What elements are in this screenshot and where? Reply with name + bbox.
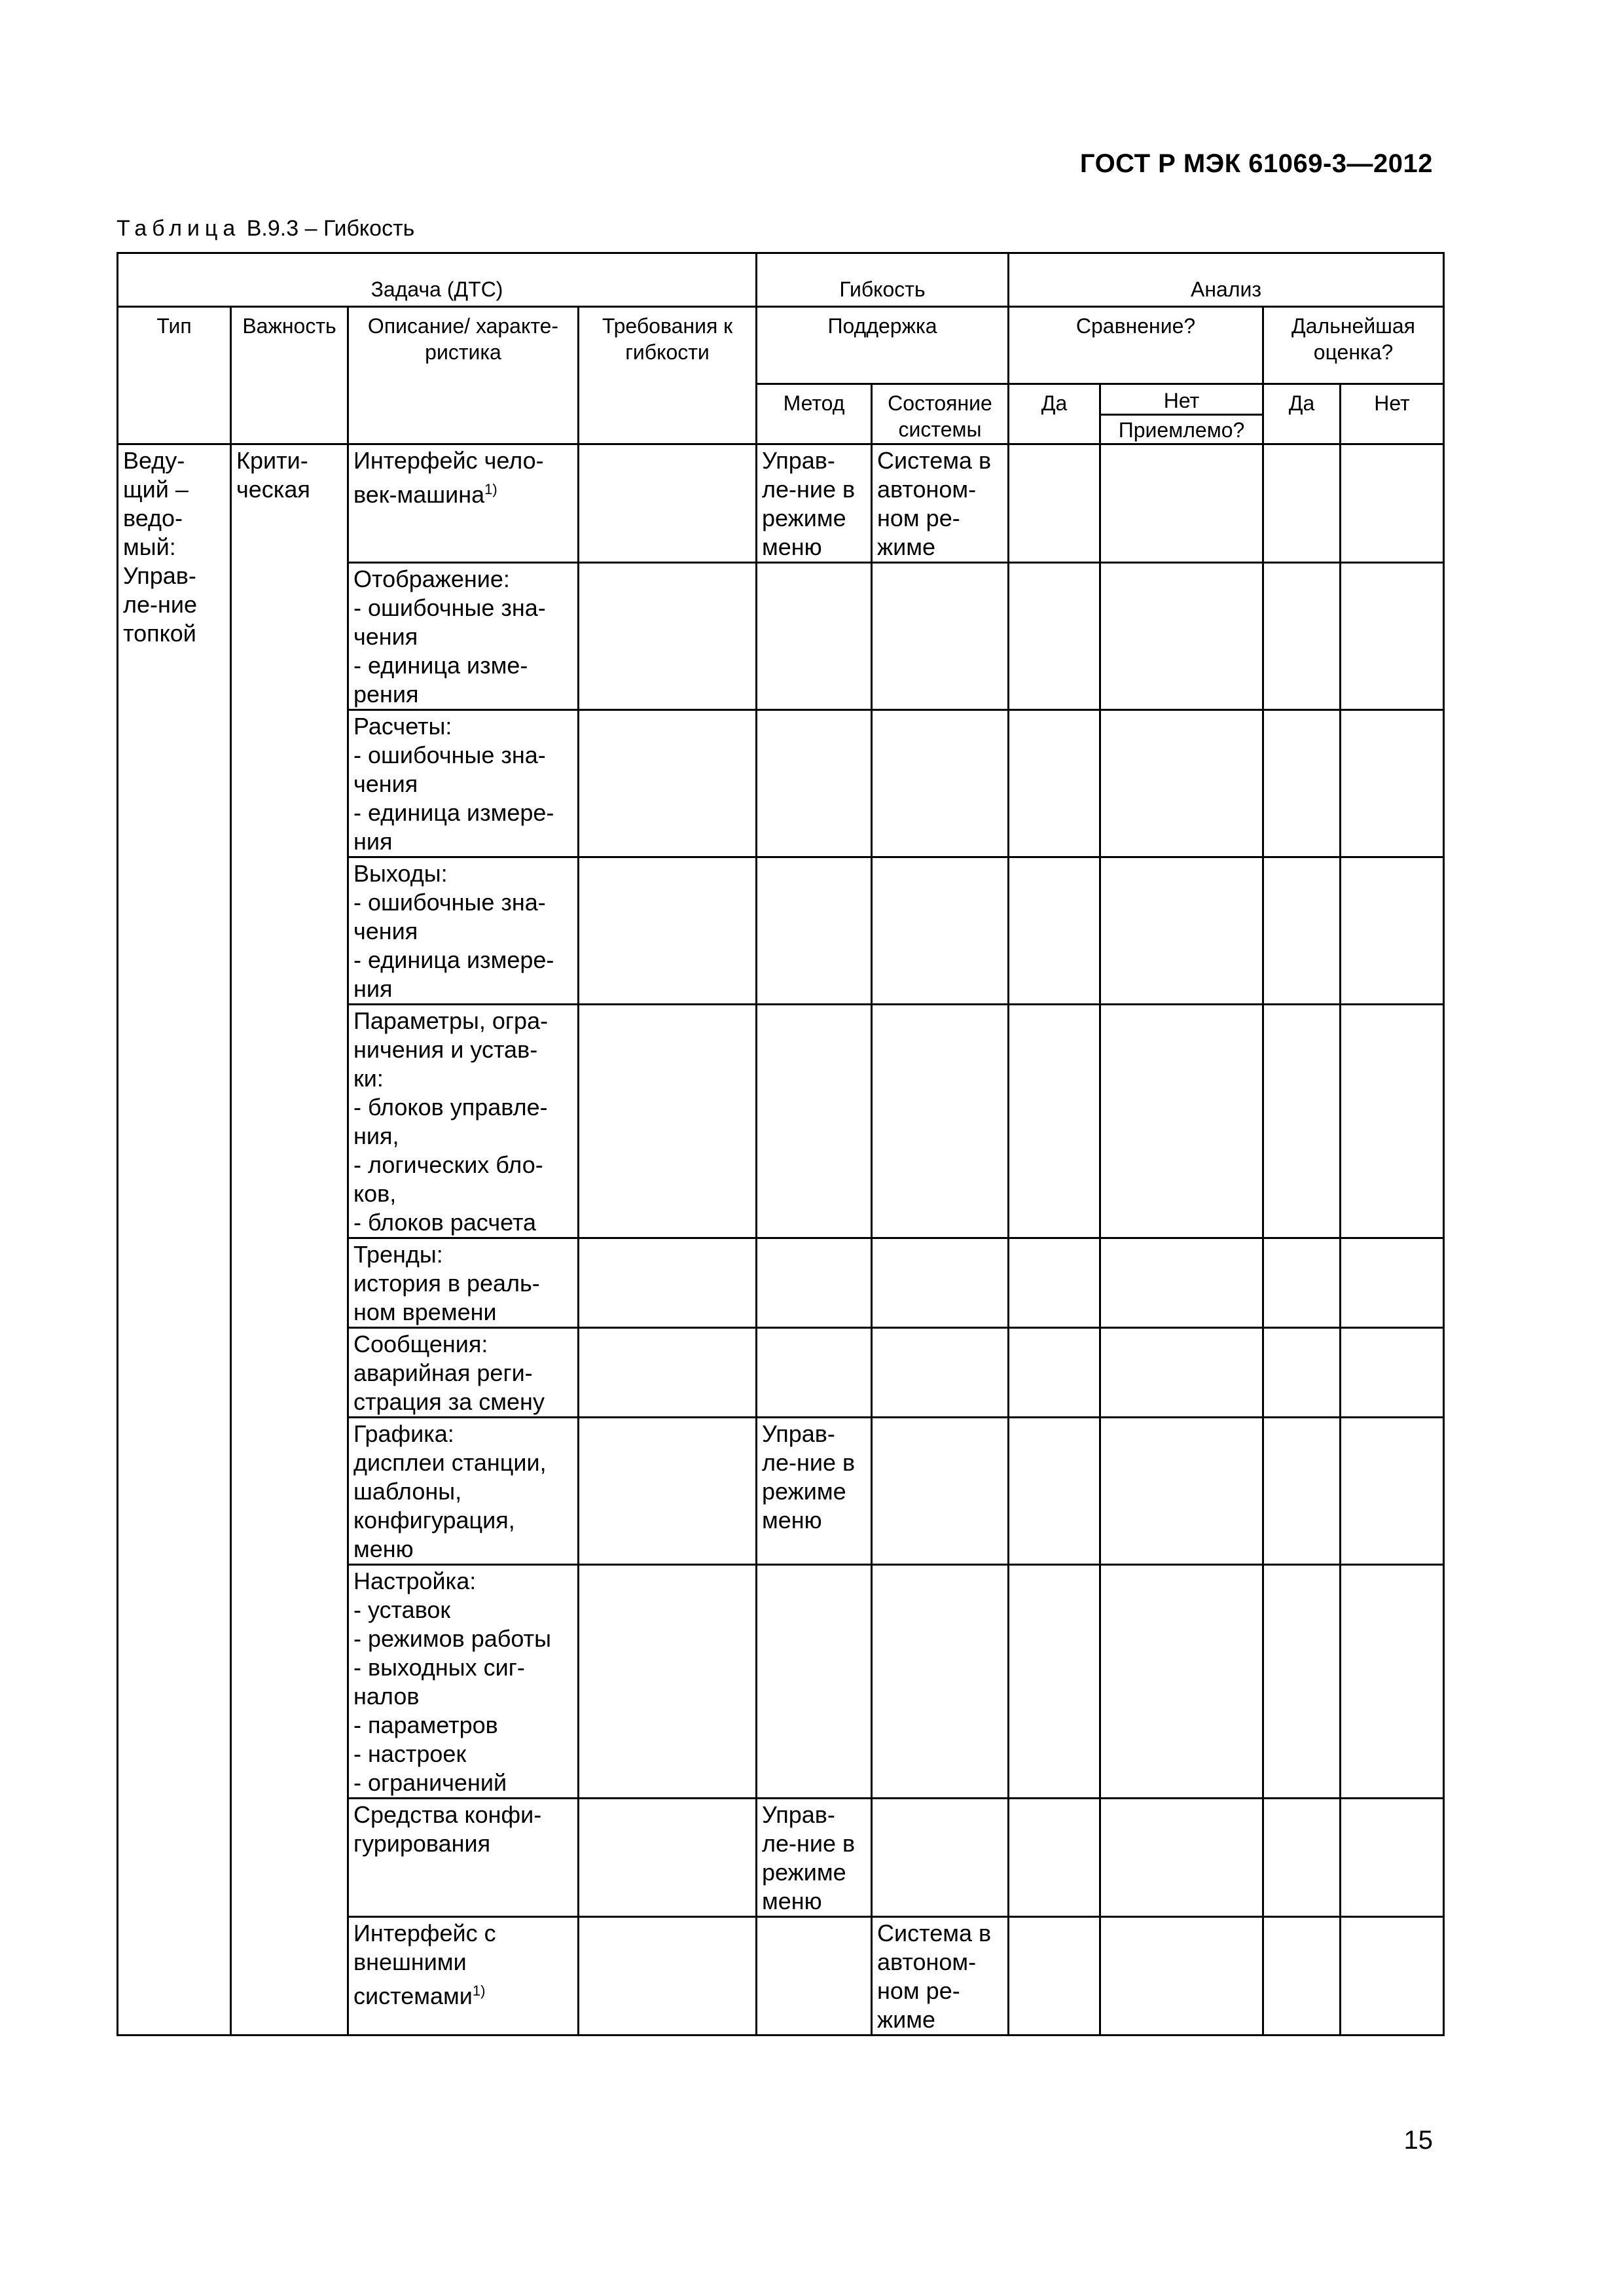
further-no-cell: [1341, 444, 1444, 563]
no-cell: [1100, 1917, 1263, 2036]
further-no-cell: [1341, 857, 1444, 1005]
flexibility-table: [117, 252, 1445, 2036]
no-cell: [1100, 563, 1263, 710]
further-yes-cell: [1263, 1917, 1341, 2036]
col-header-requirements: Требования к гибкости: [579, 307, 757, 444]
yes-cell: [1009, 444, 1100, 563]
col-header-system-state: Состояние системы: [872, 384, 1009, 444]
requirements-cell: [579, 563, 757, 710]
method-cell: [757, 563, 872, 710]
group-header-flexibility: [757, 253, 1009, 307]
no-cell: [1100, 1418, 1263, 1565]
no-cell: [1100, 1238, 1263, 1328]
col-header-support: Поддержка: [757, 307, 1009, 384]
further-yes-cell: [1263, 1565, 1341, 1799]
system-state-cell: Система в автоном- ном ре- жиме: [872, 1917, 1009, 2036]
description-cell: [348, 1917, 579, 2036]
method-cell: Управ- ле-ние в режиме меню: [757, 1418, 872, 1565]
page-number: 15: [1403, 2126, 1433, 2155]
no-cell: [1100, 710, 1263, 857]
yes-cell: [1009, 1917, 1100, 2036]
description-text: Выходы: - ошибочные зна- чения - единица измере- ния: [353, 860, 554, 1002]
yes-cell: [1009, 710, 1100, 857]
description-cell: [348, 1565, 579, 1799]
further-yes-cell: [1263, 563, 1341, 710]
col-header-description: Описание/ характе- ристика: [348, 307, 579, 444]
group-header-analysis: [1009, 253, 1444, 307]
col-header-further: Дальнейшая оценка?: [1263, 307, 1444, 384]
requirements-cell: [579, 1238, 757, 1328]
document-code: ГОСТ Р МЭК 61069-3—2012: [1079, 149, 1433, 178]
col-header-further-yes: Да: [1263, 384, 1341, 444]
no-cell: [1100, 1799, 1263, 1917]
description-cell: [348, 1238, 579, 1328]
system-state-cell: [872, 1418, 1009, 1565]
description-cell: [348, 1418, 579, 1565]
system-state-cell: [872, 563, 1009, 710]
description-cell: [348, 857, 579, 1005]
yes-cell: [1009, 563, 1100, 710]
further-yes-cell: [1263, 1418, 1341, 1565]
col-header-no: Нет: [1100, 384, 1263, 415]
requirements-cell: [579, 1418, 757, 1565]
description-cell: [348, 1005, 579, 1238]
description-text: Средства конфи- гурирования: [353, 1801, 542, 1857]
type-cell: Веду- щий – ведо- мый: Управ- ле-ние топкой: [118, 444, 231, 2036]
description-cell: [348, 444, 579, 563]
description-text: Интерфейс чело- век-машина: [353, 447, 544, 508]
further-no-cell: [1341, 563, 1444, 710]
further-no-cell: [1341, 1005, 1444, 1238]
system-state-cell: [872, 857, 1009, 1005]
requirements-cell: [579, 1005, 757, 1238]
system-state-cell: [872, 710, 1009, 857]
further-no-cell: [1341, 1565, 1444, 1799]
method-cell: [757, 1238, 872, 1328]
further-no-cell: [1341, 1238, 1444, 1328]
yes-cell: [1009, 1328, 1100, 1418]
method-cell: [757, 857, 872, 1005]
table-row: [118, 444, 1444, 563]
col-header-comparison: Сравнение?: [1009, 307, 1263, 384]
description-text: Графика: дисплеи станции, шаблоны, конфигурация, меню: [353, 1420, 547, 1562]
requirements-cell: [579, 857, 757, 1005]
description-text: Настройка: - уставок - режимов работы - выходных сиг- налов - параметров - настроек - ограничений: [353, 1568, 551, 1796]
further-yes-cell: [1263, 1005, 1341, 1238]
no-cell: [1100, 1328, 1263, 1418]
further-yes-cell: [1263, 857, 1341, 1005]
group-header-task-label: Задача (ДТС): [370, 278, 503, 301]
further-yes-cell: [1263, 1328, 1341, 1418]
requirements-cell: [579, 444, 757, 563]
requirements-cell: [579, 1328, 757, 1418]
group-header-flexibility-label: Гибкость: [839, 278, 926, 301]
table-caption: [117, 216, 414, 242]
col-header-method: Метод: [757, 384, 872, 444]
further-no-cell: [1341, 1328, 1444, 1418]
col-header-yes: Да: [1009, 384, 1100, 444]
description-text: Расчеты: - ошибочные зна- чения - единица измере- ния: [353, 713, 554, 855]
requirements-cell: [579, 1565, 757, 1799]
method-cell: [757, 1328, 872, 1418]
yes-cell: [1009, 1565, 1100, 1799]
caption-rest: В.9.3 – Гибкость: [240, 216, 415, 241]
yes-cell: [1009, 1005, 1100, 1238]
further-no-cell: [1341, 710, 1444, 857]
col-header-importance: Важность: [231, 307, 348, 444]
description-text: Сообщения: аварийная реги- страция за смену: [353, 1331, 545, 1415]
no-cell: [1100, 1565, 1263, 1799]
system-state-cell: Система в автоном- ном ре- жиме: [872, 444, 1009, 563]
footnote-marker: 1): [484, 481, 497, 497]
requirements-cell: [579, 710, 757, 857]
importance-cell: Крити- ческая: [231, 444, 348, 2036]
description-text: Интерфейс с внешними системами: [353, 1920, 496, 2009]
no-cell: [1100, 857, 1263, 1005]
method-cell: Управ- ле-ние в режиме меню: [757, 444, 872, 563]
system-state-cell: [872, 1799, 1009, 1917]
method-cell: Управ- ле-ние в режиме меню: [757, 1799, 872, 1917]
requirements-cell: [579, 1917, 757, 2036]
description-text: Отображение: - ошибочные зна- чения - единица изме- рения: [353, 565, 546, 708]
no-cell: [1100, 444, 1263, 563]
yes-cell: [1009, 1238, 1100, 1328]
yes-cell: [1009, 857, 1100, 1005]
system-state-cell: [872, 1238, 1009, 1328]
yes-cell: [1009, 1418, 1100, 1565]
footnote-marker: 1): [472, 1982, 486, 1999]
further-yes-cell: [1263, 1799, 1341, 1917]
yes-cell: [1009, 1799, 1100, 1917]
requirements-cell: [579, 1799, 757, 1917]
description-cell: [348, 1799, 579, 1917]
col-header-acceptable: Приемлемо?: [1100, 415, 1263, 444]
further-yes-cell: [1263, 444, 1341, 563]
system-state-cell: [872, 1005, 1009, 1238]
description-text: Тренды: история в реаль- ном времени: [353, 1241, 540, 1325]
group-header-task: [118, 253, 757, 307]
col-header-type: Тип: [118, 307, 231, 444]
system-state-cell: [872, 1565, 1009, 1799]
further-no-cell: [1341, 1418, 1444, 1565]
further-yes-cell: [1263, 710, 1341, 857]
caption-word: Таблица: [117, 216, 241, 241]
method-cell: [757, 1917, 872, 2036]
method-cell: [757, 1005, 872, 1238]
method-cell: [757, 710, 872, 857]
description-cell: [348, 1328, 579, 1418]
description-text: Параметры, огра- ничения и устав- ки: - блоков управле- ния, - логических бло- ков, - блоков расчета: [353, 1007, 549, 1236]
description-cell: [348, 710, 579, 857]
no-cell: [1100, 1005, 1263, 1238]
description-cell: [348, 563, 579, 710]
further-no-cell: [1341, 1917, 1444, 2036]
col-header-further-no: Нет: [1341, 384, 1444, 444]
group-header-analysis-label: Анализ: [1191, 278, 1262, 301]
further-yes-cell: [1263, 1238, 1341, 1328]
method-cell: [757, 1565, 872, 1799]
system-state-cell: [872, 1328, 1009, 1418]
further-no-cell: [1341, 1799, 1444, 1917]
